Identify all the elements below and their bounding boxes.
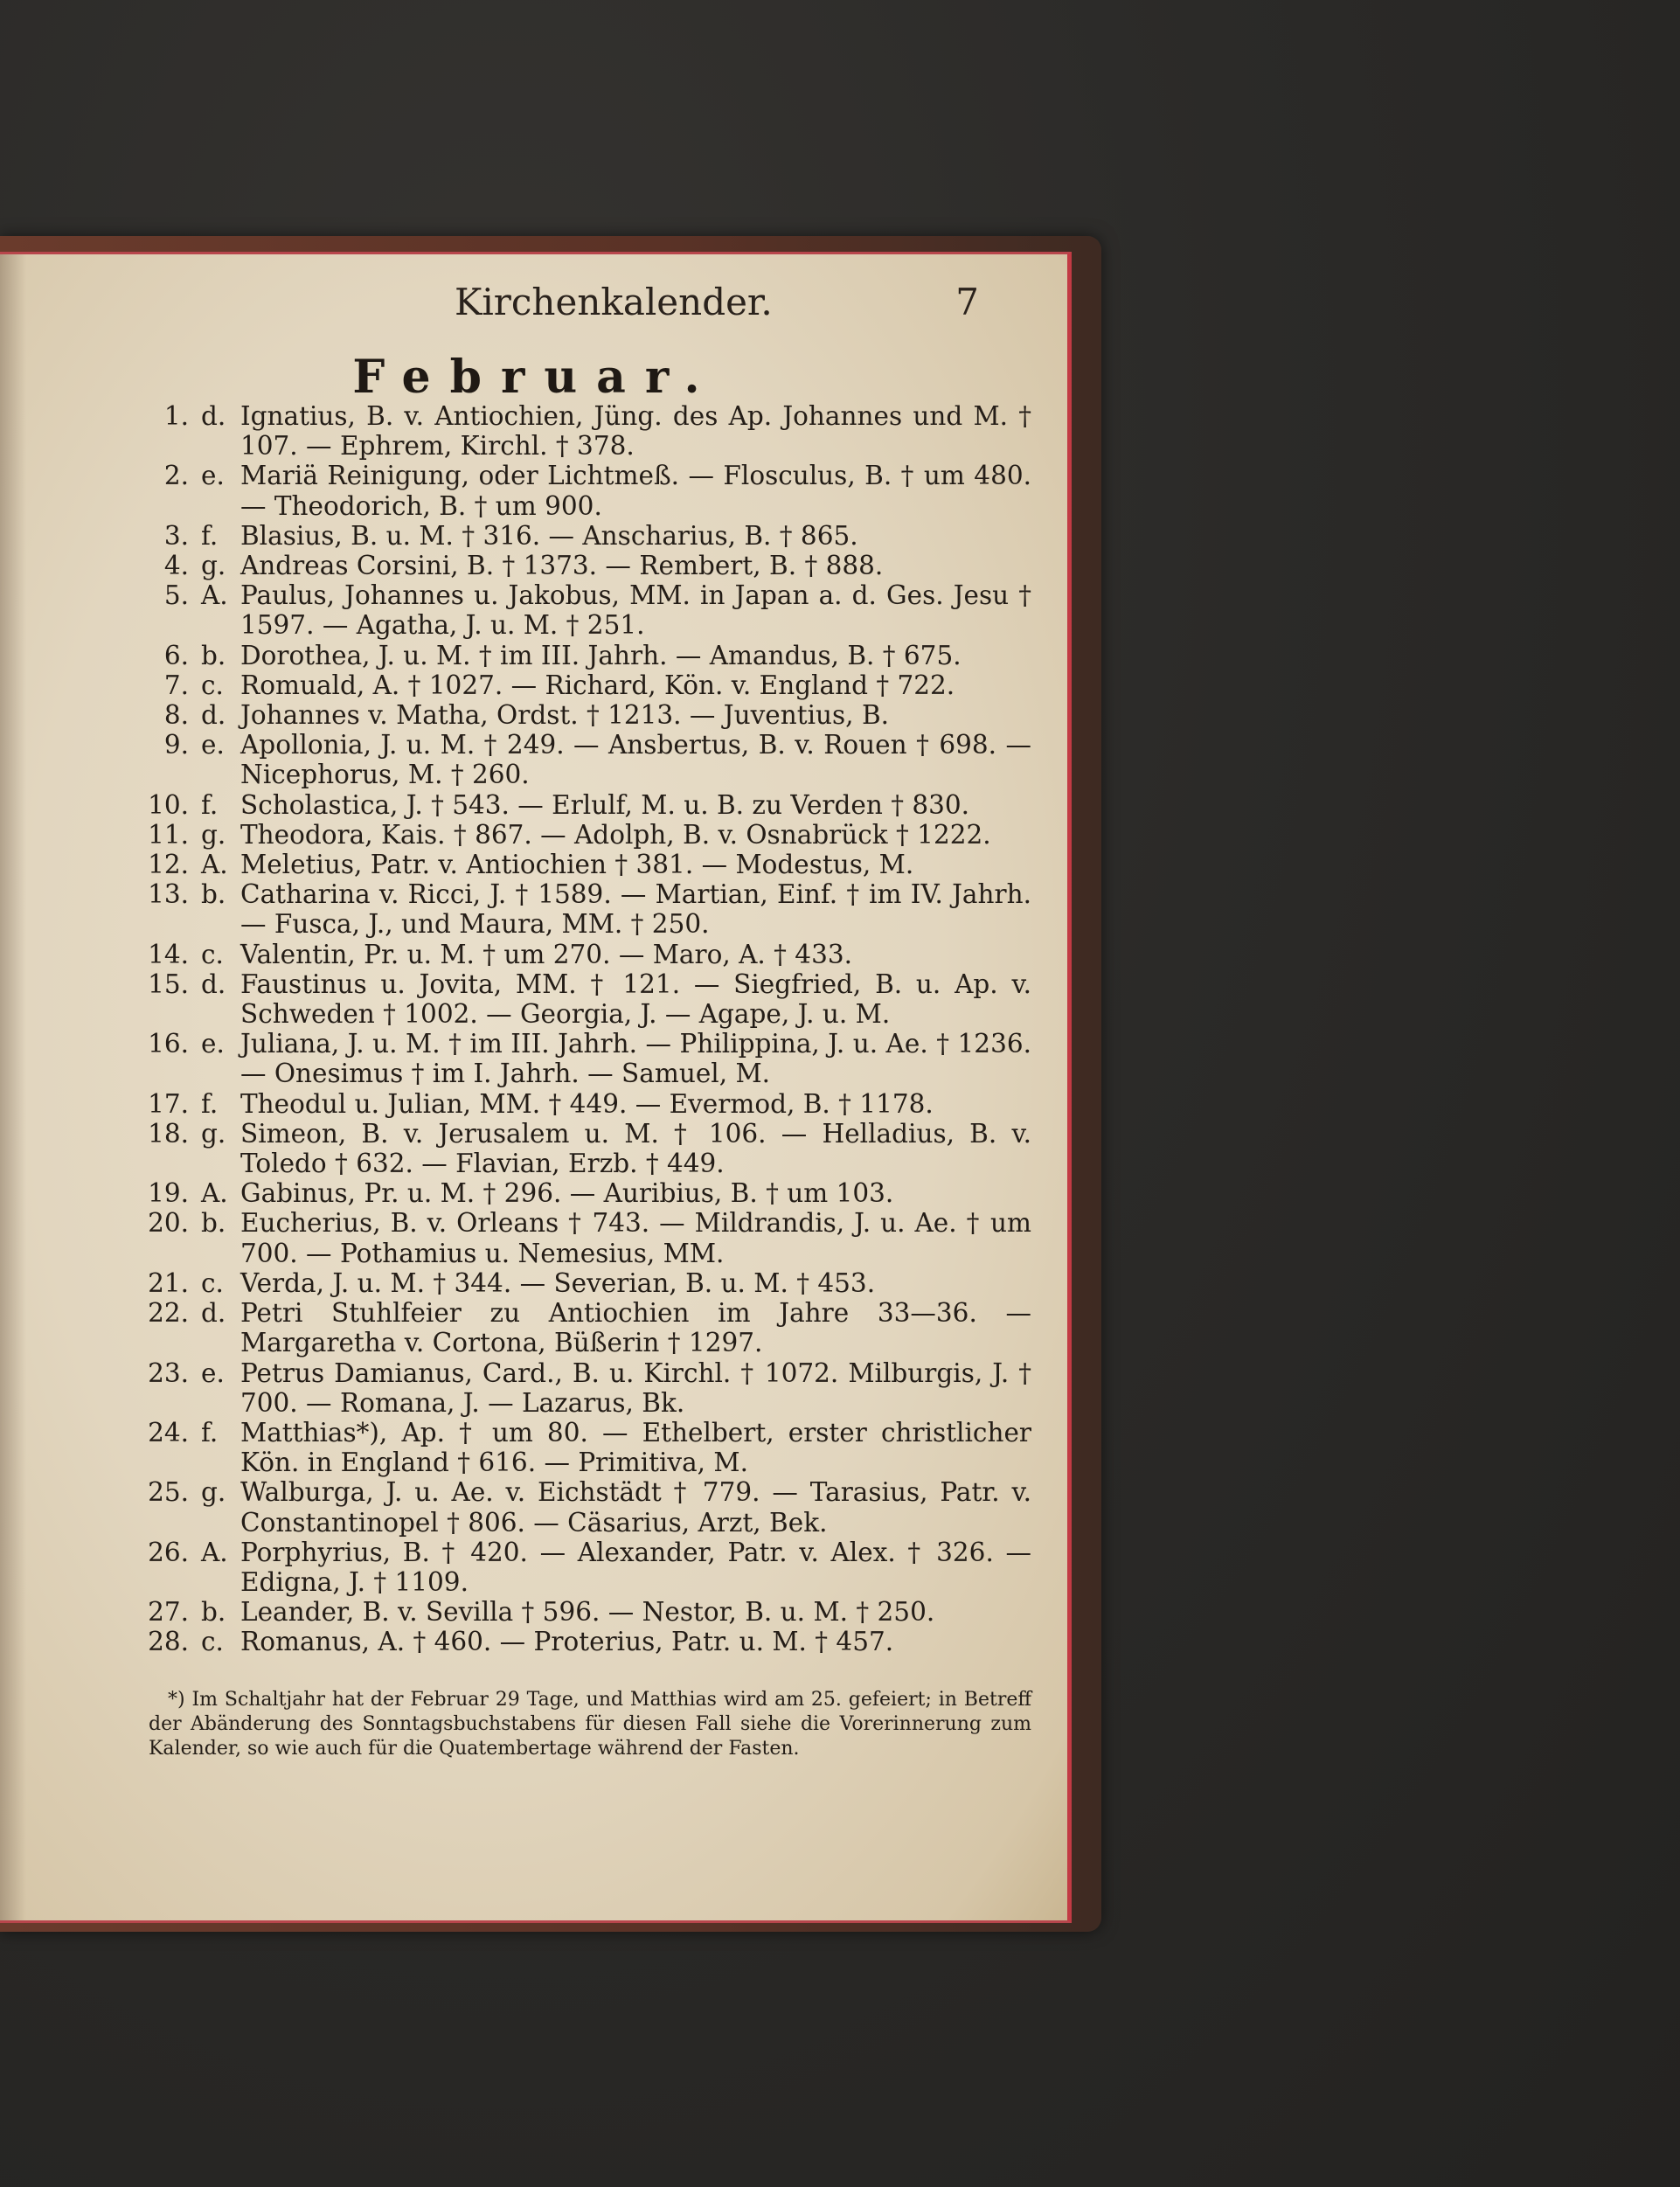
day-number: 25. bbox=[148, 1477, 189, 1508]
day-number: 11. bbox=[148, 819, 189, 850]
calendar-entry bbox=[131, 1627, 1031, 1656]
saints-text: Catharina v. Ricci, J. † 1589. — Martian, Einf. † im IV. Jahrh. — Fusca, J., und Maura, MM. † 250. bbox=[240, 879, 1031, 940]
day-number: 13. bbox=[148, 879, 189, 910]
day-number: 15. bbox=[148, 969, 189, 999]
day-number: 28. bbox=[148, 1627, 189, 1657]
saints-text: Leander, B. v. Sevilla † 596. — Nestor, B. u. M. † 250. bbox=[240, 1597, 935, 1628]
day-number: 10. bbox=[148, 789, 189, 820]
dominical-letter: A. bbox=[201, 1178, 228, 1209]
day-number: 1. bbox=[163, 401, 189, 431]
saints-text: Scholastica, J. † 543. — Erlulf, M. u. B. zu Verden † 830. bbox=[240, 789, 970, 820]
day-number: 20. bbox=[148, 1208, 189, 1239]
dominical-letter: c. bbox=[201, 1627, 224, 1657]
dominical-letter: b. bbox=[201, 879, 226, 910]
calendar-entry bbox=[131, 1538, 1031, 1597]
saints-text: Meletius, Patr. v. Antiochien † 381. — Modestus, M. bbox=[240, 850, 914, 880]
saints-text: Romanus, A. † 460. — Proterius, Patr. u. M. † 457. bbox=[240, 1627, 894, 1657]
saints-text: Dorothea, J. u. M. † im III. Jahrh. — Amandus, B. † 675. bbox=[240, 640, 961, 670]
dominical-letter: c. bbox=[201, 1267, 224, 1298]
footnote bbox=[149, 1688, 1031, 1761]
day-number: 27. bbox=[148, 1597, 189, 1628]
dominical-letter: b. bbox=[201, 1208, 226, 1239]
calendar-entry bbox=[131, 790, 1031, 820]
dominical-letter: d. bbox=[201, 969, 226, 999]
calendar-entries bbox=[131, 401, 1031, 1657]
saints-text: Petri Stuhlfeier zu Antiochien im Jahre 33—36. — Margaretha v. Cortona, Büßerin † 1297. bbox=[240, 1298, 1031, 1358]
saints-text: Andreas Corsini, B. † 1373. — Rembert, B. † 888. bbox=[240, 551, 884, 581]
month-title: Februar. bbox=[352, 351, 719, 404]
calendar-entry bbox=[131, 1418, 1031, 1477]
day-number: 8. bbox=[163, 700, 189, 731]
dominical-letter: c. bbox=[201, 939, 224, 969]
calendar-entry bbox=[131, 700, 1031, 730]
calendar-entry bbox=[131, 940, 1031, 969]
calendar-entry bbox=[131, 521, 1031, 551]
dominical-letter: e. bbox=[201, 1029, 225, 1059]
calendar-entry bbox=[131, 1089, 1031, 1119]
calendar-entry bbox=[131, 850, 1031, 879]
dominical-letter: g. bbox=[201, 819, 226, 850]
day-number: 16. bbox=[148, 1029, 189, 1059]
day-number: 22. bbox=[148, 1298, 189, 1329]
day-number: 12. bbox=[148, 850, 189, 880]
saints-text: Faustinus u. Jovita, MM. † 121. — Siegfried, B. u. Ap. v. Schweden † 1002. — Georgia, J. — Agape, J. u. M. bbox=[240, 969, 1031, 1030]
saints-text: Theodul u. Julian, MM. † 449. — Evermod, B. † 1178. bbox=[240, 1088, 934, 1119]
dominical-letter: A. bbox=[201, 850, 228, 880]
dominical-letter: e. bbox=[201, 461, 225, 491]
calendar-entry bbox=[131, 1358, 1031, 1418]
saints-text: Johannes v. Matha, Ordst. † 1213. — Juventius, B. bbox=[240, 700, 889, 731]
saints-text: Romuald, A. † 1027. — Richard, Kön. v. England † 722. bbox=[240, 670, 955, 700]
saints-text: Blasius, B. u. M. † 316. — Anscharius, B. † 865. bbox=[240, 520, 858, 551]
calendar-entry bbox=[131, 461, 1031, 520]
dominical-letter: A. bbox=[201, 1537, 228, 1567]
dominical-letter: f. bbox=[201, 1417, 219, 1448]
calendar-entry bbox=[131, 401, 1031, 461]
calendar-entry bbox=[131, 1178, 1031, 1208]
saints-text: Ignatius, B. v. Antiochien, Jüng. des Ap. Johannes und M. † 107. — Ephrem, Kirchl. † 378. bbox=[240, 401, 1031, 462]
dominical-letter: A. bbox=[201, 580, 228, 611]
calendar-entry bbox=[131, 551, 1031, 580]
day-number: 5. bbox=[163, 580, 189, 611]
day-number: 17. bbox=[148, 1088, 189, 1119]
saints-text: Paulus, Johannes u. Jakobus, MM. in Japan a. d. Ges. Jesu † 1597. — Agatha, J. u. M. † 251. bbox=[240, 580, 1031, 641]
saints-text: Gabinus, Pr. u. M. † 296. — Auribius, B. † um 103. bbox=[240, 1178, 894, 1209]
dominical-letter: c. bbox=[201, 670, 224, 700]
day-number: 3. bbox=[163, 520, 189, 551]
footnote-text: *) Im Schaltjahr hat der Februar 29 Tage, und Matthias wird am 25. gefeiert; in Betreff der Abänderung des Sonntagsbuchstabens für diesen Fall siehe die Vorerinnerung zum Kalender, so wie auch für die Quatembertage während der Fasten. bbox=[149, 1689, 1031, 1760]
saints-text: Porphyrius, B. † 420. — Alexander, Patr. v. Alex. † 326. — Edigna, J. † 1109. bbox=[240, 1537, 1031, 1597]
calendar-entry bbox=[131, 1029, 1031, 1088]
day-number: 6. bbox=[163, 640, 189, 670]
calendar-entry bbox=[131, 820, 1031, 850]
day-number: 14. bbox=[148, 939, 189, 969]
calendar-entry bbox=[131, 1119, 1031, 1178]
calendar-entry bbox=[131, 1597, 1031, 1627]
saints-text: Walburga, J. u. Ae. v. Eichstädt † 779. — Tarasius, Patr. v. Constantinopel † 806. — Cäsarius, Arzt, Bek. bbox=[240, 1477, 1031, 1538]
calendar-entry bbox=[131, 1298, 1031, 1357]
dominical-letter: g. bbox=[201, 1118, 226, 1149]
day-number: 19. bbox=[148, 1178, 189, 1209]
day-number: 21. bbox=[148, 1267, 189, 1298]
dominical-letter: f. bbox=[201, 789, 219, 820]
page-number: 7 bbox=[955, 281, 979, 323]
calendar-entry bbox=[131, 670, 1031, 700]
dominical-letter: b. bbox=[201, 640, 226, 670]
calendar-entry bbox=[131, 969, 1031, 1029]
dominical-letter: e. bbox=[201, 730, 225, 760]
day-number: 18. bbox=[148, 1118, 189, 1149]
calendar-entry bbox=[131, 730, 1031, 789]
dominical-letter: g. bbox=[201, 1477, 226, 1508]
dominical-letter: b. bbox=[201, 1597, 226, 1628]
saints-text: Juliana, J. u. M. † im III. Jahrh. — Philippina, J. u. Ae. † 1236. — Onesimus † im I. Jahrh. — Samuel, M. bbox=[240, 1029, 1031, 1089]
calendar-entry bbox=[131, 580, 1031, 640]
running-title: Kirchenkalender. bbox=[455, 281, 773, 323]
saints-text: Simeon, B. v. Jerusalem u. M. † 106. — Helladius, B. v. Toledo † 632. — Flavian, Erzb. † 449. bbox=[240, 1118, 1031, 1179]
dominical-letter: e. bbox=[201, 1357, 225, 1388]
day-number: 24. bbox=[148, 1417, 189, 1448]
dominical-letter: f. bbox=[201, 1088, 219, 1119]
day-number: 9. bbox=[163, 730, 189, 760]
dominical-letter: g. bbox=[201, 551, 226, 581]
dominical-letter: d. bbox=[201, 401, 226, 431]
saints-text: Apollonia, J. u. M. † 249. — Ansbertus, B. v. Rouen † 698. — Nicephorus, M. † 260. bbox=[240, 730, 1031, 790]
saints-text: Valentin, Pr. u. M. † um 270. — Maro, A. † 433. bbox=[240, 939, 852, 969]
saints-text: Petrus Damianus, Card., B. u. Kirchl. † 1072. Milburgis, J. † 700. — Romana, J. — Lazarus, Bk. bbox=[240, 1357, 1031, 1418]
saints-text: Matthias*), Ap. † um 80. — Ethelbert, erster christlicher Kön. in England † 616. — Primitiva, M. bbox=[240, 1417, 1031, 1478]
day-number: 7. bbox=[163, 670, 189, 700]
day-number: 4. bbox=[163, 551, 189, 581]
dominical-letter: d. bbox=[201, 1298, 226, 1329]
calendar-entry bbox=[131, 641, 1031, 670]
day-number: 2. bbox=[163, 461, 189, 491]
dominical-letter: f. bbox=[201, 520, 219, 551]
calendar-entry bbox=[131, 1477, 1031, 1537]
saints-text: Mariä Reinigung, oder Lichtmeß. — Flosculus, B. † um 480. — Theodorich, B. † um 900. bbox=[240, 461, 1031, 521]
day-number: 26. bbox=[148, 1537, 189, 1567]
calendar-entry bbox=[131, 1268, 1031, 1298]
calendar-entry bbox=[131, 879, 1031, 939]
day-number: 23. bbox=[148, 1357, 189, 1388]
book-page bbox=[0, 252, 1072, 1923]
saints-text: Verda, J. u. M. † 344. — Severian, B. u. M. † 453. bbox=[240, 1267, 876, 1298]
saints-text: Eucherius, B. v. Orleans † 743. — Mildrandis, J. u. Ae. † um 700. — Pothamius u. Nemesius, MM. bbox=[240, 1208, 1031, 1268]
saints-text: Theodora, Kais. † 867. — Adolph, B. v. Osnabrück † 1222. bbox=[240, 819, 991, 850]
calendar-entry bbox=[131, 1208, 1031, 1267]
dominical-letter: d. bbox=[201, 700, 226, 731]
